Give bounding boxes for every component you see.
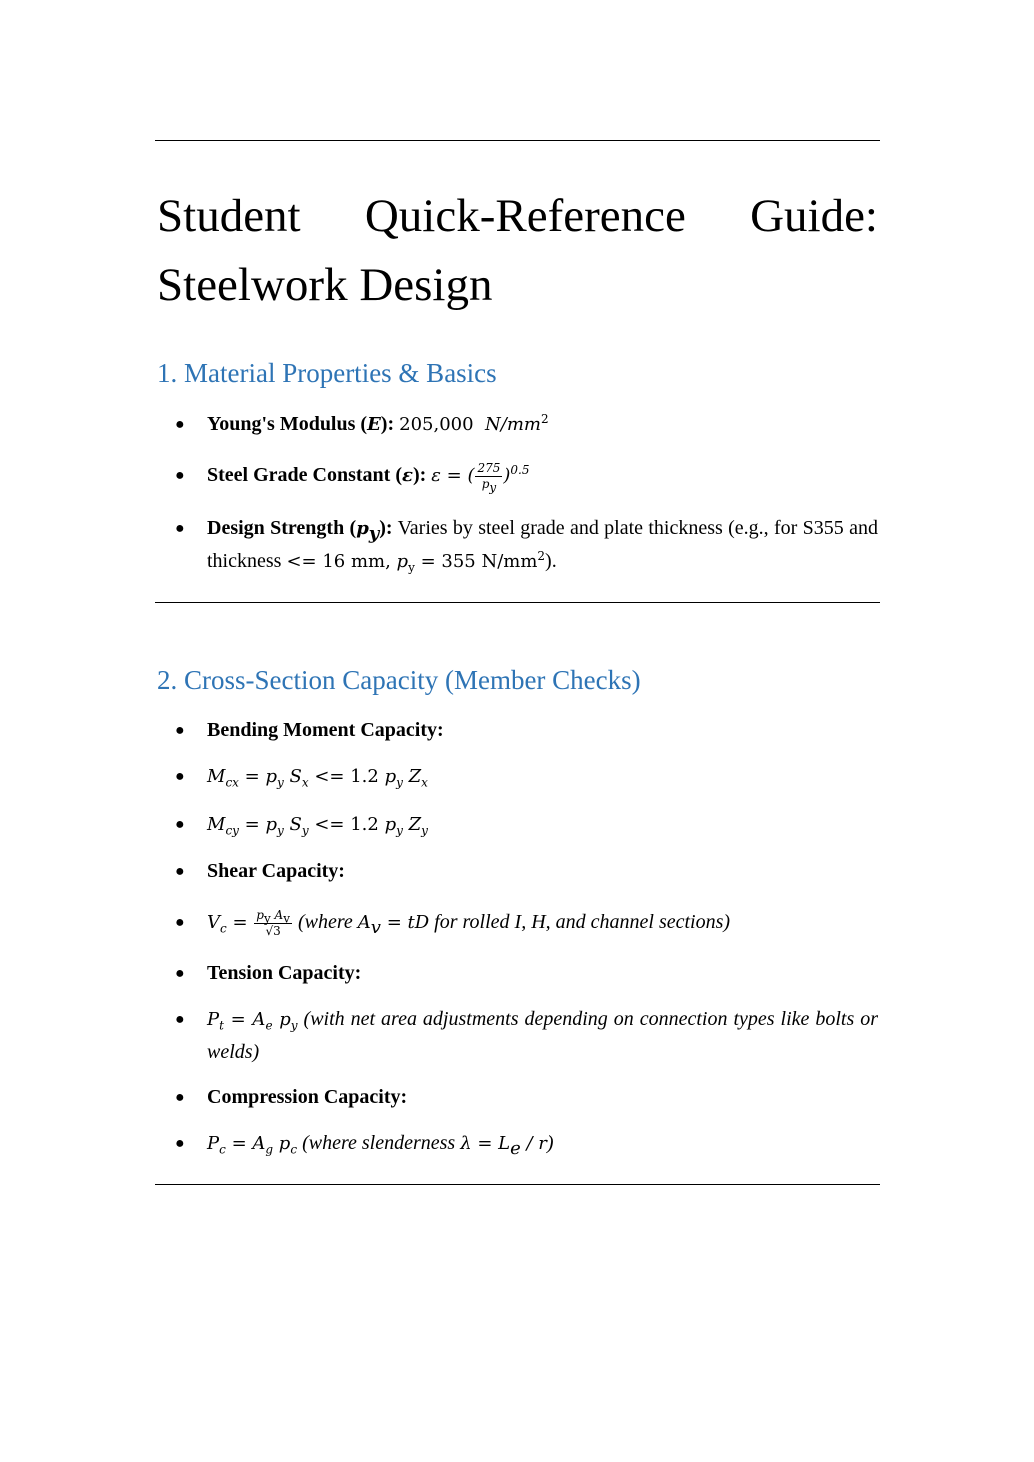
section-heading-material: 1. Material Properties & Basics — [157, 358, 497, 388]
bullet-icon: ● — [175, 768, 185, 785]
title-word: Student — [157, 190, 301, 242]
bullet-icon: ● — [175, 416, 185, 433]
bullet-icon: ● — [175, 863, 185, 880]
bullet-icon: ● — [175, 965, 185, 982]
title-line-2: Steelwork Design — [157, 259, 493, 311]
fraction: $\frac{p_y A_v}{√3}$ — [256, 907, 290, 938]
section-divider — [155, 602, 880, 603]
bullet-icon: ● — [175, 1089, 185, 1106]
page-title — [157, 182, 878, 320]
list-item-compression-label: ● Compression Capacity: — [172, 1081, 878, 1114]
list-item-steel-grade-constant — [172, 459, 878, 492]
title-word: Guide: — [750, 190, 878, 242]
list-item-compression-formula: ● $P_c = A_g$ $p_c$ (where slenderness $\lambda = L_e / r$) — [172, 1127, 878, 1160]
list-item-bending-label: ● Bending Moment Capacity: — [172, 714, 878, 747]
bullet-icon: ● — [175, 816, 185, 833]
list-item-mcy-formula: ● $M_{cy} = p_y$ $S_y <= 1.2$ $p_y$ $Z_y$ — [172, 808, 878, 841]
list-item-mcx-formula: ● $M_{cx} = p_y$ $S_x <= 1.2$ $p_y$ $Z_x$ — [172, 760, 878, 793]
epsilon-formula: ε = ( $\frac{275}{p_y}$ )$^{0.5}$ — [431, 460, 530, 494]
bottom-divider — [155, 1184, 880, 1185]
youngs-modulus-value: 205,000 $N/mm^2$ — [399, 412, 549, 435]
list-item-tension-label: ● Tension Capacity: — [172, 957, 878, 990]
bullet-icon: ● — [175, 1135, 185, 1152]
bullet-icon: ● — [175, 722, 185, 739]
member-checks-list — [172, 714, 878, 1160]
list-item-shear-label: ● Shear Capacity: — [172, 855, 878, 888]
youngs-modulus-label: Young's Modulus (E): — [207, 413, 395, 435]
section-heading-cross-section: 2. Cross-Section Capacity (Member Checks) — [157, 665, 641, 695]
design-strength-condition: <= 16 mm, $p_y = 355$ $N/mm^2$ — [286, 549, 546, 575]
list-item-design-strength: ● Design Strength $(p_y)$: Varies by steel grade and plate thickness (e.g., for S355 and thickness <= 16 mm, $p_y = 355$ $N/mm^2$). — [172, 512, 878, 578]
top-divider — [155, 140, 880, 141]
fraction: $\frac{275}{p_y}$ — [477, 460, 501, 494]
list-item-youngs-modulus — [172, 408, 878, 441]
list-item-tension-formula: ● $P_t = A_e$ $p_y$ (with net area adjustments depending on connection types like bolts or welds) — [172, 1003, 878, 1069]
bullet-icon: ● — [175, 1011, 185, 1028]
bullet-icon: ● — [175, 520, 185, 537]
design-strength-text: Varies by steel grade and plate thickness (e.g., for S355 and thickness — [207, 517, 879, 572]
material-properties-list — [172, 408, 878, 578]
design-strength-label: Design Strength $(p_y)$: — [207, 517, 393, 544]
bullet-icon: ● — [175, 914, 185, 931]
bullet-icon: ● — [175, 467, 185, 484]
list-item-shear-formula: ● $V_c$ = $\frac{p_y A_v}{√3}$ (where $A_v$ = tD for rolled I, H, and channel sections) — [175, 907, 731, 938]
steel-grade-label: Steel Grade Constant (ε): — [207, 464, 427, 486]
title-word: Quick-Reference — [364, 190, 686, 242]
